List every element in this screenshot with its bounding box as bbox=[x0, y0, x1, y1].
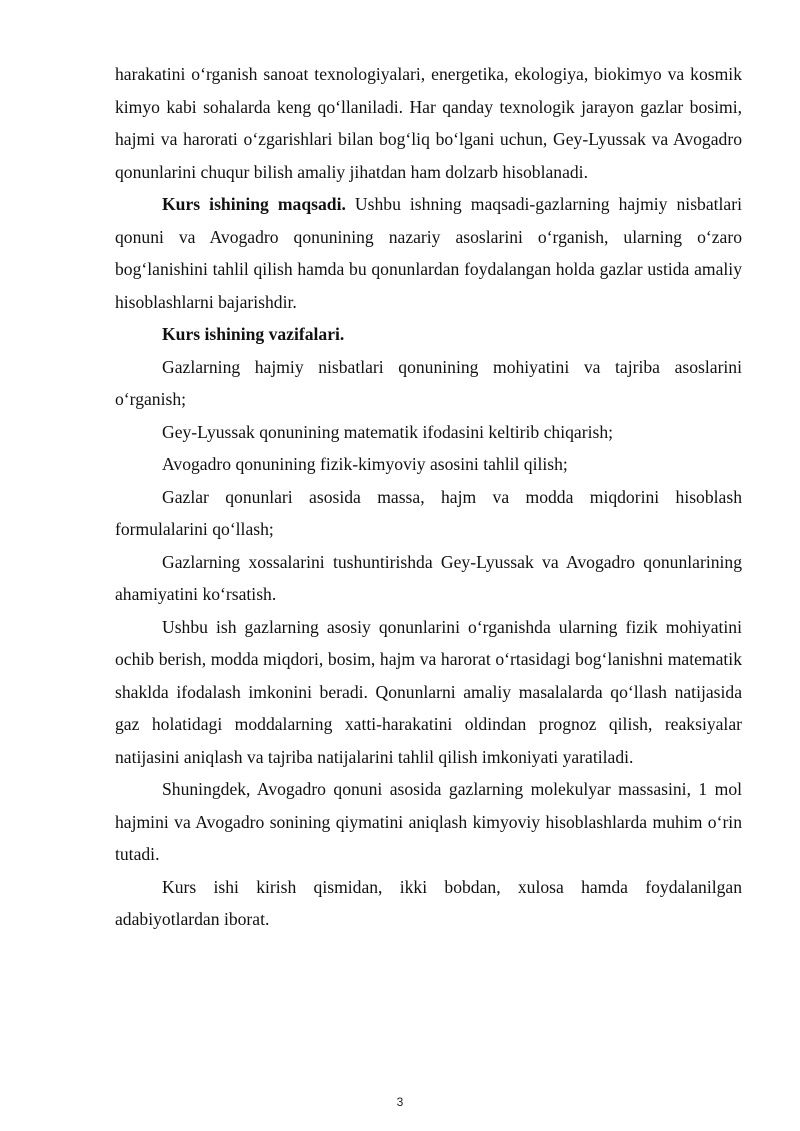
aim-text: Ushbu ishning maqsadi-gazlarning hajmiy nisbatlari qonuni va Avogadro qonunining nazariy asoslarini o‘rganish, ularning o‘zaro bog‘lanishini tahlil qilish hamda bu qonunlardan foydalangan holda gazlar ustida amaliy hisoblashlarni bajarishdir. bbox=[115, 194, 742, 312]
task-item-2: Gey-Lyussak qonunining matematik ifodasini keltirib chiqarish; bbox=[162, 421, 614, 442]
structure-paragraph: Kurs ishi kirish qismidan, ikki bobdan, xulosa hamda foydalanilgan adabiyotlardan iborat. bbox=[115, 876, 742, 929]
significance-paragraph: Ushbu ish gazlarning asosiy qonunlarini o‘rganishda ularning fizik mohiyatini ochib berish, modda miqdori, bosim, hajm va harorat o‘rtasidagi bog‘lanishni matematik shaklda ifodalash imkonini beradi. Qonunlarni amaliy masalalarda qo‘llash natijasida gaz holatidagi moddalarning xatti-harakatini oldindan prognoz qilish, reaksiyalar natijasini aniqlash va tajriba natijalarini tahlil qilish imkoniyati yaratiladi. bbox=[115, 616, 742, 767]
document-page bbox=[115, 58, 742, 936]
intro-paragraph-continuation: harakatini o‘rganish sanoat texnologiyalari, energetika, ekologiya, biokimyo va kosmik kimyo kabi sohalarda keng qo‘llaniladi. Har qanday texnologik jarayon gazlar bosimi, hajmi va harorati o‘zgarishlari bilan bog‘liq bo‘lgani uchun, Gey-Lyussak va Avogadro qonunlarini chuqur bilish amaliy jihatdan ham dolzarb hisoblanadi. bbox=[115, 64, 742, 182]
task-item-1: Gazlarning hajmiy nisbatlari qonunining mohiyatini va tajriba asoslarini o‘rganish; bbox=[115, 356, 742, 409]
avogadro-paragraph: Shuningdek, Avogadro qonuni asosida gazlarning molekulyar massasini, 1 mol hajmini va Avogadro sonining qiymatini aniqlash kimyoviy hisoblashlarda muhim o‘rin tutadi. bbox=[115, 779, 742, 864]
tasks-heading: Kurs ishining vazifalari. bbox=[162, 324, 345, 344]
aim-heading: Kurs ishining maqsadi. bbox=[162, 194, 346, 214]
task-item-5: Gazlarning xossalarini tushuntirishda Gey-Lyussak va Avogadro qonunlarining ahamiyatini ko‘rsatish. bbox=[115, 551, 742, 604]
aim-paragraph bbox=[115, 188, 742, 318]
task-item-4: Gazlar qonunlari asosida massa, hajm va modda miqdorini hisoblash formulalarini qo‘llash; bbox=[115, 486, 742, 539]
page-number: 3 bbox=[396, 1095, 404, 1109]
task-item-3: Avogadro qonunining fizik-kimyoviy asosini tahlil qilish; bbox=[162, 454, 568, 474]
